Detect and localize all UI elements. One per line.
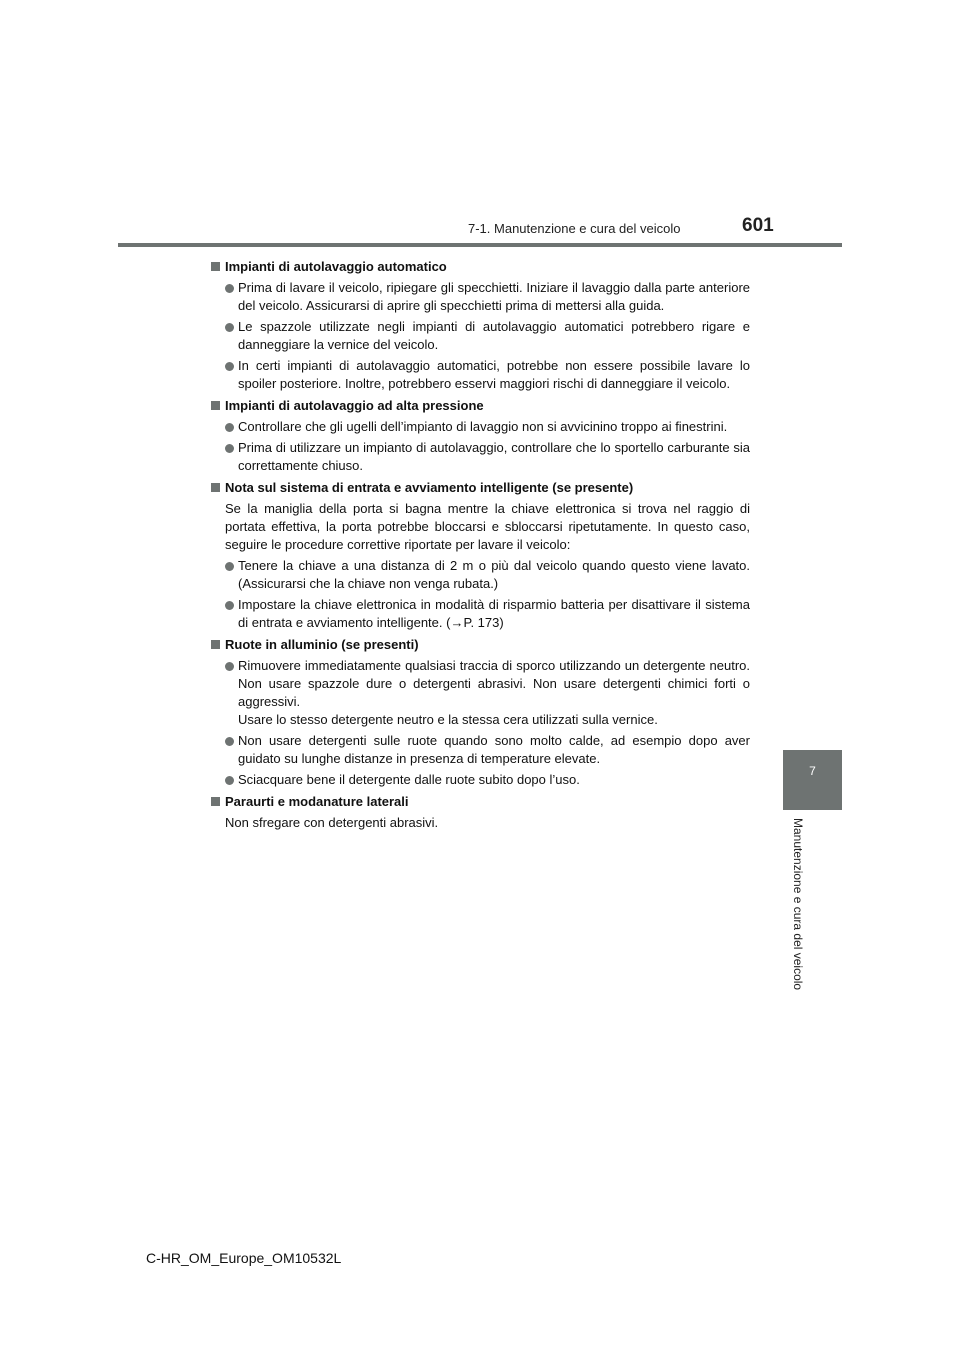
chapter-tab [783,750,842,810]
page-content [210,254,750,836]
list-item: Tenere la chiave a una distanza di 2 m o più dal veicolo quando questo viene lavato. (Assicurarsi che la chiave non venga rubata.) [210,557,750,593]
chapter-title: Manutenzione e cura del veicolo [791,818,805,991]
side-title [783,818,813,991]
header-section-title: 7-1. Manutenzione e cura del veicolo [468,221,681,236]
document-code: C-HR_OM_Europe_OM10532L [146,1250,342,1266]
round-bullet-icon [225,776,234,785]
square-bullet-icon [211,401,220,410]
section-automatic-car-wash [210,258,750,393]
round-bullet-icon [225,423,234,432]
round-bullet-icon [225,662,234,671]
section-intro: Se la maniglia della porta si bagna mentre la chiave elettronica si trova nel raggio di portata effettiva, la porta potrebbe bloccarsi e sbloccarsi ripetutamente. In questo caso, seguire le procedure correttive riportate per lavare il veicolo: [225,501,750,552]
list-item: Le spazzole utilizzate negli impianti di autolavaggio automatici potrebbero rigare e danneggiare la vernice del veicolo. [210,318,750,354]
round-bullet-icon [225,284,234,293]
square-bullet-icon [211,483,220,492]
list-item: Controllare che gli ugelli dell’impianto di lavaggio non si avvicinino troppo ai finestrini. [210,418,750,436]
round-bullet-icon [225,601,234,610]
list-item: Prima di lavare il veicolo, ripiegare gli specchietti. Iniziare il lavaggio dalla parte anteriore del veicolo. Assicurarsi di aprire gli specchietti prima di mettersi alla guida. [210,279,750,315]
chapter-number: 7 [809,764,816,778]
section-smart-entry-note [210,479,750,632]
list-item: Rimuovere immediatamente qualsiasi traccia di sporco utilizzando un detergente neutro. Non usare spazzole dure o detergenti abrasivi. Non usare detergenti chimici forti o aggressivi. Usare lo stesso detergente neutro e la stessa cera utilizzati sulla vernice. [210,657,750,729]
round-bullet-icon [225,737,234,746]
round-bullet-icon [225,444,234,453]
header-rule [118,243,842,247]
section-alloy-wheels [210,636,750,789]
round-bullet-icon [225,323,234,332]
section-heading: Impianti di autolavaggio ad alta pressione [210,397,750,415]
page-number: 601 [742,215,774,236]
section-bumpers-moldings [210,793,750,832]
section-intro: Non sfregare con detergenti abrasivi. [225,815,439,830]
section-heading: Paraurti e modanature laterali [210,793,750,811]
section-high-pressure-wash [210,397,750,475]
list-item: Non usare detergenti sulle ruote quando sono molto calde, ad esempio dopo aver guidato su lunghe distanze in presenza di temperature elevate. [210,732,750,768]
section-heading: Ruote in alluminio (se presenti) [210,636,750,654]
round-bullet-icon [225,362,234,371]
list-item: Sciacquare bene il detergente dalle ruote subito dopo l’uso. [210,771,750,789]
list-item: Prima di utilizzare un impianto di autolavaggio, controllare che lo sportello carburante sia correttamente chiuso. [210,439,750,475]
section-heading: Nota sul sistema di entrata e avviamento intelligente (se presente) [210,479,750,497]
round-bullet-icon [225,562,234,571]
list-item: Impostare la chiave elettronica in modalità di risparmio batteria per disattivare il sistema di entrata e avviamento intelligente. (→P. 173) [210,596,750,632]
square-bullet-icon [211,640,220,649]
list-item: In certi impianti di autolavaggio automatici, potrebbe non essere possibile lavare lo spoiler posteriore. Inoltre, potrebbero esservi maggiori rischi di danneggiare il veicolo. [210,357,750,393]
section-heading: Impianti di autolavaggio automatico [210,258,750,276]
square-bullet-icon [211,262,220,271]
square-bullet-icon [211,797,220,806]
